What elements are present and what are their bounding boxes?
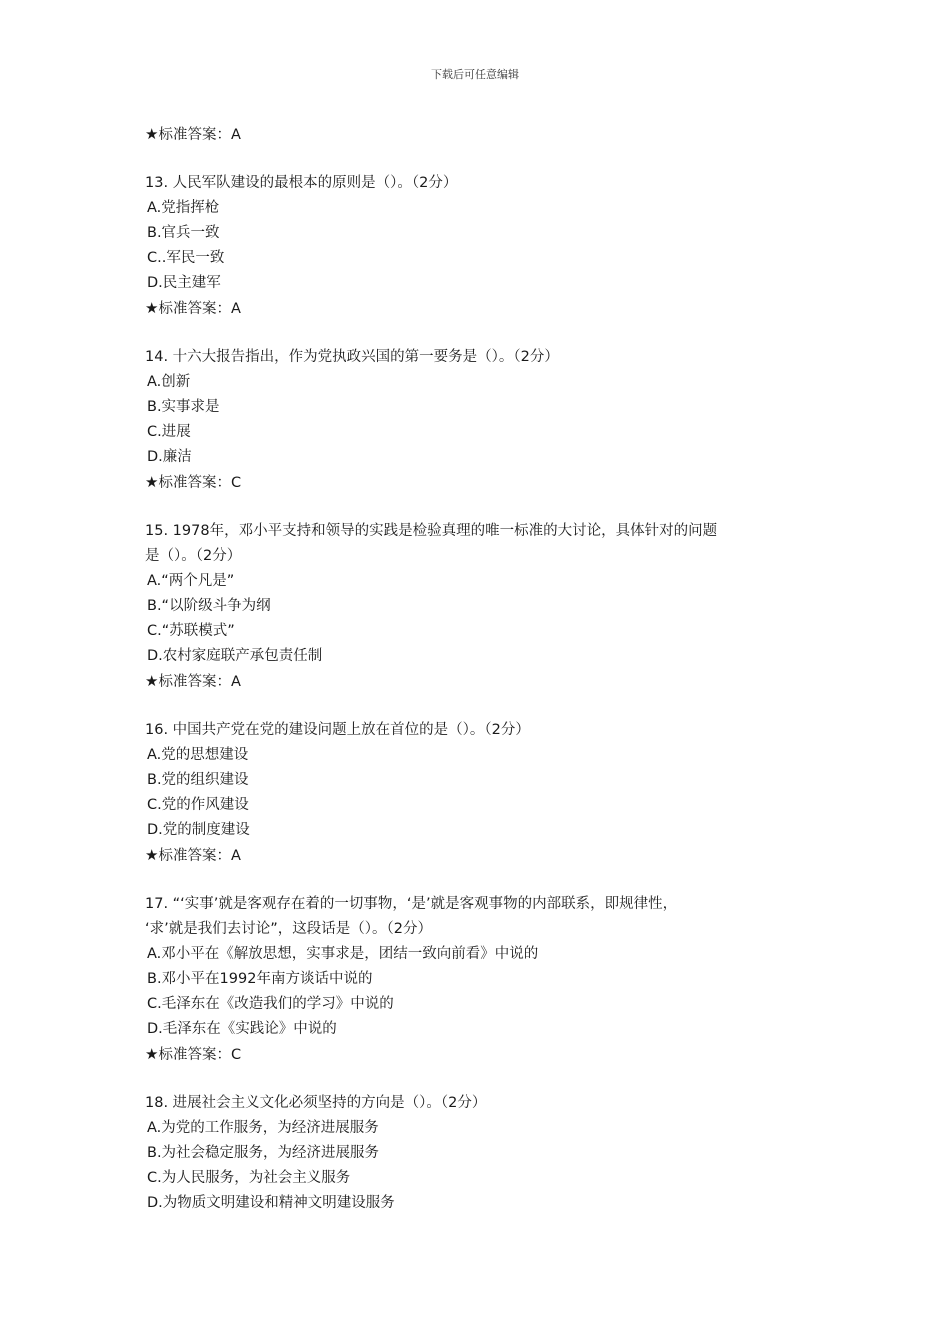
answer-line xyxy=(145,470,815,495)
option-b: B.官兵一致 xyxy=(147,225,220,241)
option-c: C.进展 xyxy=(147,424,191,440)
question-text: 16. 中国共产党在党的建设问题上放在首位的是（）。（2分） xyxy=(145,722,530,738)
answer-line-q12 xyxy=(145,122,815,147)
answer-line xyxy=(145,296,815,321)
option-b: B.“以阶级斗争为纲 xyxy=(147,598,271,614)
answer-text: 标准答案：A xyxy=(158,301,241,317)
option-a: A.党指挥枪 xyxy=(147,200,220,216)
option-b: B.实事求是 xyxy=(147,399,220,415)
page-header: 下载后可任意编辑 xyxy=(431,68,519,81)
option-a: A.创新 xyxy=(147,374,191,390)
question-block-16 xyxy=(145,718,815,868)
answer-line xyxy=(145,669,815,694)
star-icon: ★ xyxy=(145,1045,159,1063)
option-d: D.民主建军 xyxy=(147,275,221,291)
answer-text: 标准答案：C xyxy=(158,1047,242,1063)
option-d: D.廉洁 xyxy=(147,449,192,465)
star-icon: ★ xyxy=(145,846,159,864)
star-icon: ★ xyxy=(145,473,159,491)
question-block-17 xyxy=(145,892,815,1067)
option-c: C.“苏联模式” xyxy=(147,623,235,639)
option-c: C.毛泽东在《改造我们的学习》中说的 xyxy=(147,996,394,1012)
star-icon: ★ xyxy=(145,299,159,317)
question-block-14 xyxy=(145,345,815,495)
question-text: 13. 人民军队建设的最根本的原则是（）。（2分） xyxy=(145,175,458,191)
question-block-13 xyxy=(145,171,815,321)
option-d: D.毛泽东在《实践论》中说的 xyxy=(147,1021,337,1037)
star-icon: ★ xyxy=(145,125,159,143)
answer-line xyxy=(145,1042,815,1067)
option-d: D.农村家庭联产承包责任制 xyxy=(147,648,323,664)
question-block-18 xyxy=(145,1091,815,1216)
question-text-line1: 17. “‘实事’就是客观存在着的一切事物，‘是’就是客观事物的内部联系，即规律性， xyxy=(145,896,678,912)
option-c: C.为人民服务，为社会主义服务 xyxy=(147,1170,351,1186)
option-a: A.党的思想建设 xyxy=(147,747,249,763)
star-icon: ★ xyxy=(145,672,159,690)
question-text: 14. 十六大报告指出，作为党执政兴国的第一要务是（）。（2分） xyxy=(145,349,559,365)
question-block-15 xyxy=(145,519,815,694)
question-text-line1: 15. 1978年，邓小平支持和领导的实践是检验真理的唯一标准的大讨论，具体针对的问题 xyxy=(145,523,718,539)
option-d: D.为物质文明建设和精神文明建设服务 xyxy=(147,1195,395,1211)
answer-text: 标准答案：C xyxy=(158,475,242,491)
option-d: D.党的制度建设 xyxy=(147,822,250,838)
question-text-line2: 是（）。（2分） xyxy=(145,548,242,564)
question-text: 18. 进展社会主义文化必须坚持的方向是（）。（2分） xyxy=(145,1095,487,1111)
question-text-line2: ‘求’就是我们去讨论”，这段话是（）。（2分） xyxy=(145,921,432,937)
answer-text: 标准答案：A xyxy=(158,127,241,143)
option-c: C.党的作风建设 xyxy=(147,797,249,813)
answer-line xyxy=(145,843,815,868)
answer-text: 标准答案：A xyxy=(158,848,241,864)
option-a: A.邓小平在《解放思想，实事求是，团结一致向前看》中说的 xyxy=(147,946,539,962)
option-a: A.为党的工作服务，为经济进展服务 xyxy=(147,1120,379,1136)
document-content xyxy=(145,122,815,1216)
option-b: B.为社会稳定服务，为经济进展服务 xyxy=(147,1145,380,1161)
option-a: A.“两个凡是” xyxy=(147,573,235,589)
answer-text: 标准答案：A xyxy=(158,674,241,690)
option-b: B.邓小平在1992年南方谈话中说的 xyxy=(147,971,373,987)
option-c: C..军民一致 xyxy=(147,250,225,266)
option-b: B.党的组织建设 xyxy=(147,772,249,788)
